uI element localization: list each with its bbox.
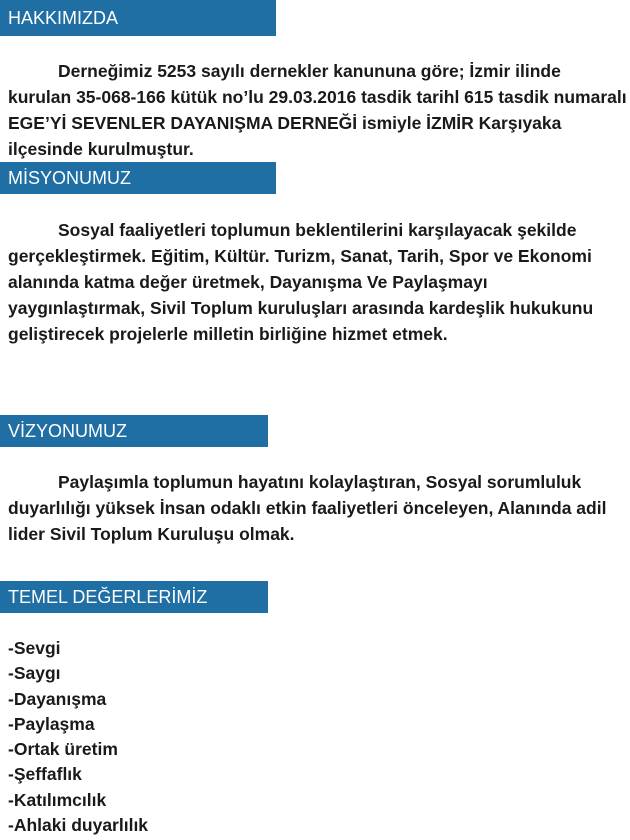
list-item: -Saygı	[8, 663, 61, 684]
values-heading: TEMEL DEĞERLERİMİZ	[0, 581, 268, 613]
list-item: -Katılımcılık	[8, 789, 107, 810]
list-item: -Paylaşma	[8, 713, 95, 734]
values-list	[8, 636, 148, 838]
list-item: -Ortak üretim	[8, 739, 118, 760]
mission-text: Sosyal faaliyetleri toplumun beklentilerini karşılayacak şekilde gerçekleştirmek. Eğitim, Kültür. Turizm, Sanat, Tarih, Spor ve Ekonomi alanında katma değer üretmek, Dayanışma Ve Paylaşmayı yaygınlaştırmak, Sivil Toplum kuruluşları arasında kardeşlik hukukunu geliştirecek projelerle milletin birliğine hizmet etmek.	[8, 220, 594, 344]
vision-text: Paylaşımla toplumun hayatını kolaylaştıran, Sosyal sorumluluk duyarlılığı yüksek İnsan odaklı etkin faaliyetleri önceleyen, Alanında adil lider Sivil Toplum Kuruluşu olmak.	[8, 472, 607, 544]
about-heading: HAKKIMIZDA	[0, 0, 276, 36]
list-item: -Şeffaflık	[8, 764, 82, 785]
mission-heading: MİSYONUMUZ	[0, 162, 276, 194]
list-item: -Sevgi	[8, 638, 61, 658]
list-item: -Ahlaki duyarlılık	[8, 815, 149, 836]
list-item: -Dayanışma	[8, 688, 107, 709]
about-text: Derneğimiz 5253 sayılı dernekler kanununa göre; İzmir ilinde kurulan 35-068-166 kütük no’lu 29.03.2016 tasdik tarihl 615 tasdik numaralı EGE’Yİ SEVENLER DAYANIŞMA DERNEĞİ ismiyle İZMİR Karşıyaka ilçesinde kurulmuştur.	[8, 61, 627, 159]
vision-heading: VİZYONUMUZ	[0, 415, 268, 447]
